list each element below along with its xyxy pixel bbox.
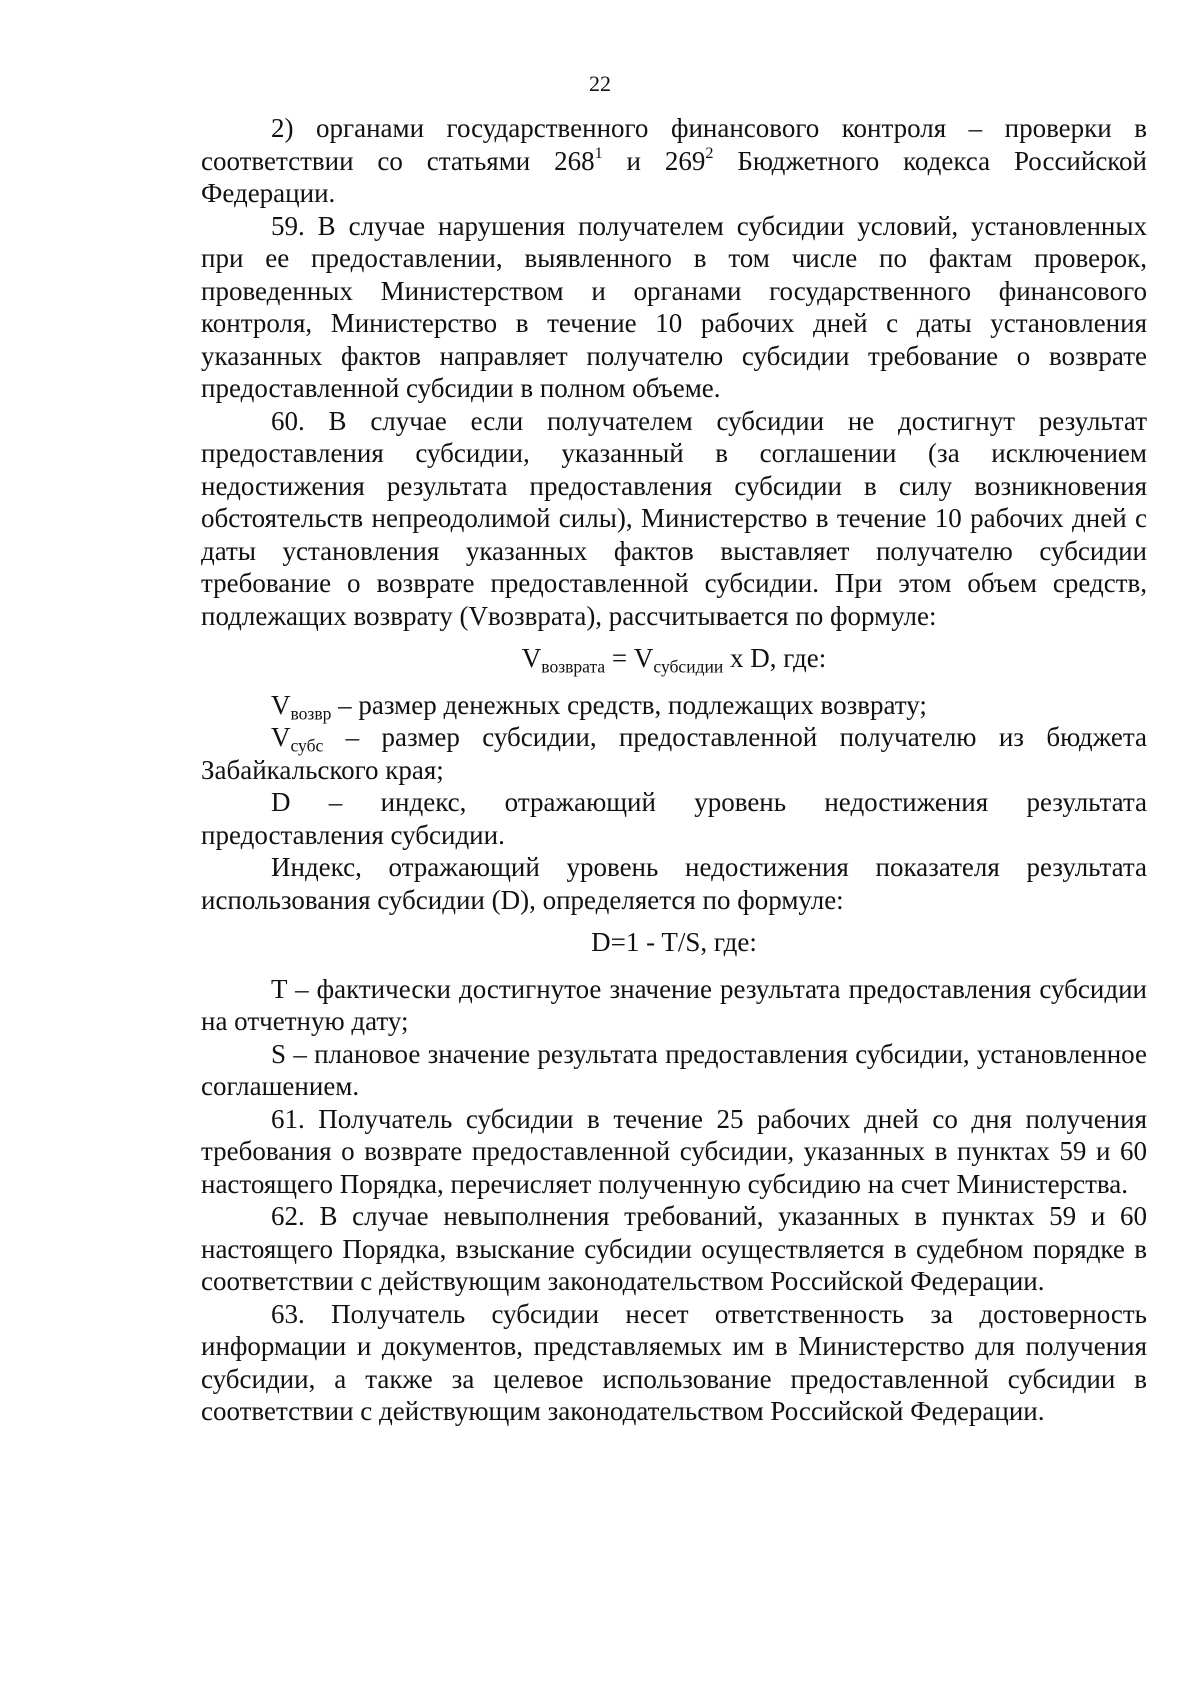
paragraph-62: 62. В случае невыполнения требований, указанных в пунктах 59 и 60 настоящего Порядка, взыскание субсидии осуществляется в судебном порядке в соответствии с действующим законодательством Российской Федерации. (201, 1201, 1147, 1296)
paragraph-audit-bodies: 2) органами государственного финансового контроля – проверки в соответствии со статьями $268^1$ и $269^2$ Бюджетного кодекса Российской Федерации. (201, 113, 1147, 208)
definition-t: T – фактически достигнутое значение результата предоставления субсидии на отчетную дату; (201, 973, 1147, 1036)
definition-d: D – индекс, отражающий уровень недостижения результата предоставления субсидии. (201, 787, 1147, 850)
definition-s: S – плановое значение результата предоставления субсидии, установленное соглашением. (201, 1038, 1147, 1101)
paragraph-60: 60. В случае если получателем субсидии не достигнут результат предоставления субсидии, указанный в соглашении (за исключением недостижения результата предоставления субсидии в силу возникновения обстоятельств непреодолимой силы), Министерство в течение 10 рабочих дней с даты установления указанных фактов выставляет получателю субсидии требование о возврате предоставленной субсидии. При этом объем средств, подлежащих возврату (Vвозврата), рассчитывается по формуле: (201, 405, 1147, 631)
paragraph-63: 63. Получатель субсидии несет ответственность за достоверность информации и документов, представляемых им в Министерство для получения субсидии, а также за целевое использование предоставленной субсидии в соответствии с действующим законодательством Российской Федерации. (201, 1298, 1147, 1426)
formula-index: D=1 - T/S, где: (591, 927, 757, 957)
paragraph-index: Индекс, отражающий уровень недостижения показателя результата использования субсидии (D), определяется по формуле: (201, 852, 1147, 915)
formula-refund: $V_{возврата} = V_{субсидии}$ x D, где: (521, 643, 827, 677)
page-number: 22 (589, 71, 611, 96)
definition-v-subsidy: $V_{субс}$ – размер субсидии, предоставленной получателю из бюджета Забайкальского края; (201, 722, 1147, 785)
paragraph-61: 61. Получатель субсидии в течение 25 рабочих дней со дня получения требования о возврате предоставленной субсидии, указанных в пунктах 59 и 60 настоящего Порядка, перечисляет полученную субсидию на счет Министерства. (201, 1103, 1147, 1199)
document-body (201, 112, 1147, 1428)
paragraph-59: 59. В случае нарушения получателем субсидии условий, установленных при ее предоставлении, выявленного в том числе по фактам проверок, проведенных Министерством и органами государственного финансового контроля, Министерство в течение 10 рабочих дней с даты установления указанных фактов направляет получателю субсидии требование о возврате предоставленной субсидии в полном объеме. (201, 210, 1147, 403)
definition-v-refund: $V_{возвр}$ – размер денежных средств, подлежащих возврату; (271, 689, 927, 723)
